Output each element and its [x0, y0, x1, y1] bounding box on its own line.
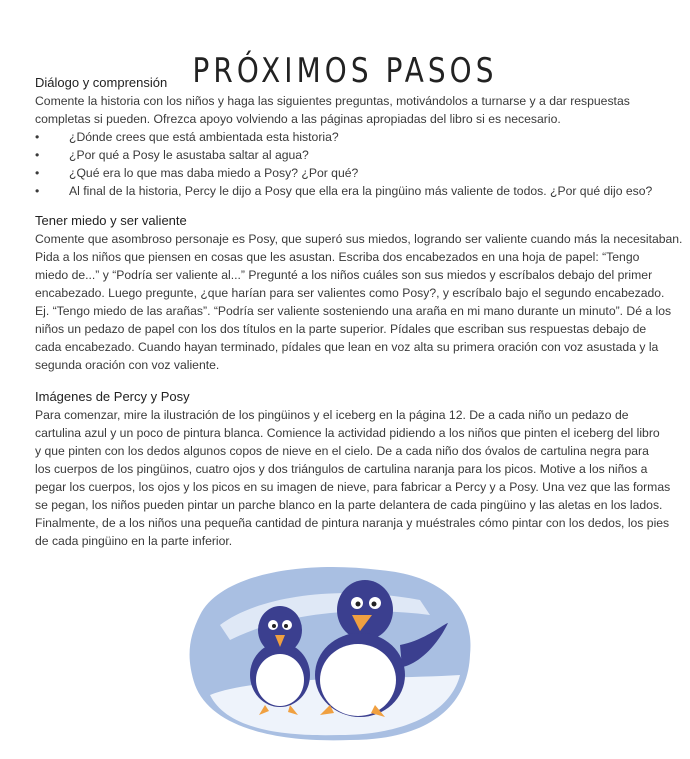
text-line: niños un pedazo de papel con los dos títulos en la parte superior. Pídales que escriban sus respuestas debajo de	[35, 322, 647, 336]
text-line: se pegan, los niños pueden pintar un parche blanco en la parte delantera de cada pingüino y las aletas en los lados.	[35, 498, 663, 512]
list-item: • Al final de la historia, Percy le dijo a Posy que ella era la pingüino más valiente de todos. ¿Por qué dijo eso?	[35, 184, 653, 198]
text-line: los cuerpos de los pingüinos, cuatro ojos y dos triángulos de cartulina naranja para los picos. Motive a los niños a	[35, 462, 648, 476]
page-title: PRÓXIMOS PASOS	[192, 50, 498, 91]
section-heading: Imágenes de Percy y Posy	[35, 389, 190, 404]
section-heading: Diálogo y comprensión	[35, 75, 168, 90]
text-line: Pida a los niños que piensen en cosas que les asustan. Escriba dos encabezados en una hoja de papel: “Tengo	[35, 250, 640, 264]
text-line: completas si pueden. Ofrezca apoyo volviendo a las páginas apropiadas del libro si es necesario.	[35, 112, 561, 126]
list-item-text: Al final de la historia, Percy le dijo a Posy que ella era la pingüino más valiente de todos. ¿Por qué dijo eso?	[69, 184, 653, 198]
text-line: Comente que asombroso personaje es Posy, que superó sus miedos, logrando ser valiente cuando más la necesitaban.	[35, 232, 683, 246]
section-miedo	[35, 212, 683, 374]
text-line: y que pinten con los dedos algunos copos de nieve en el cielo. De a cada niño dos óvalos de cartulina negra para	[35, 444, 649, 458]
list-item: • ¿Por qué a Posy le asustaba saltar al agua?	[35, 148, 309, 162]
text-line: Comente la historia con los niños y haga las siguientes preguntas, motivándolos a turnarse y a dar respuestas	[35, 94, 630, 108]
section-dialogo	[35, 74, 675, 200]
text-line: segunda oración con voz valiente.	[35, 358, 220, 372]
list-item: • ¿Dónde crees que está ambientada esta historia?	[35, 130, 339, 144]
list-item: • ¿Qué era lo que mas daba miedo a Posy? ¿Por qué?	[35, 166, 359, 180]
text-line: pegar los cuerpos, los ojos y los picos en su imagen de nieve, para fabricar a Percy y a Posy. Una vez que las formas	[35, 480, 671, 494]
list-item-text: ¿Dónde crees que está ambientada esta historia?	[69, 130, 339, 144]
text-line: cada encabezado. Cuando hayan terminado, pídales que lean en voz alta su primera oración con voz asustada y la	[35, 340, 659, 354]
text-line: Finalmente, de a los niños una pequeña cantidad de pintura naranja y muéstrales cómo pintar con los dedos, los pies	[35, 516, 670, 530]
list-item-text: ¿Por qué a Posy le asustaba saltar al agua?	[69, 148, 309, 162]
section-imagenes	[35, 388, 675, 550]
text-line: Para comenzar, mire la ilustración de los pingüinos y el iceberg en la página 12. De a cada niño un pedazo de	[35, 408, 629, 422]
section-heading: Tener miedo y ser valiente	[35, 213, 187, 228]
text-line: encabezado. Luego pregunte, ¿que harían para ser valientes como Posy?, y escríbalo bajo el segundo encabezado.	[35, 286, 665, 300]
penguins-illustration	[180, 555, 480, 745]
text-line: de cada pingüino en la parte inferior.	[35, 534, 233, 548]
text-line: cartulina azul y un poco de pintura blanca. Comience la actividad pidiendo a los niños que pinten el iceberg del libro	[35, 426, 660, 440]
text-line: Ej. “Tengo miedo de las arañas”. “Podría ser valiente sosteniendo una araña en mi mano durante un minuto”. Dé a los	[35, 304, 672, 318]
text-line: miedo de...” y “Podría ser valiente al...” Pregunté a los niños cuáles son sus miedos y escríbalos debajo del primer	[35, 268, 653, 282]
list-item-text: ¿Qué era lo que mas daba miedo a Posy? ¿Por qué?	[69, 166, 359, 180]
